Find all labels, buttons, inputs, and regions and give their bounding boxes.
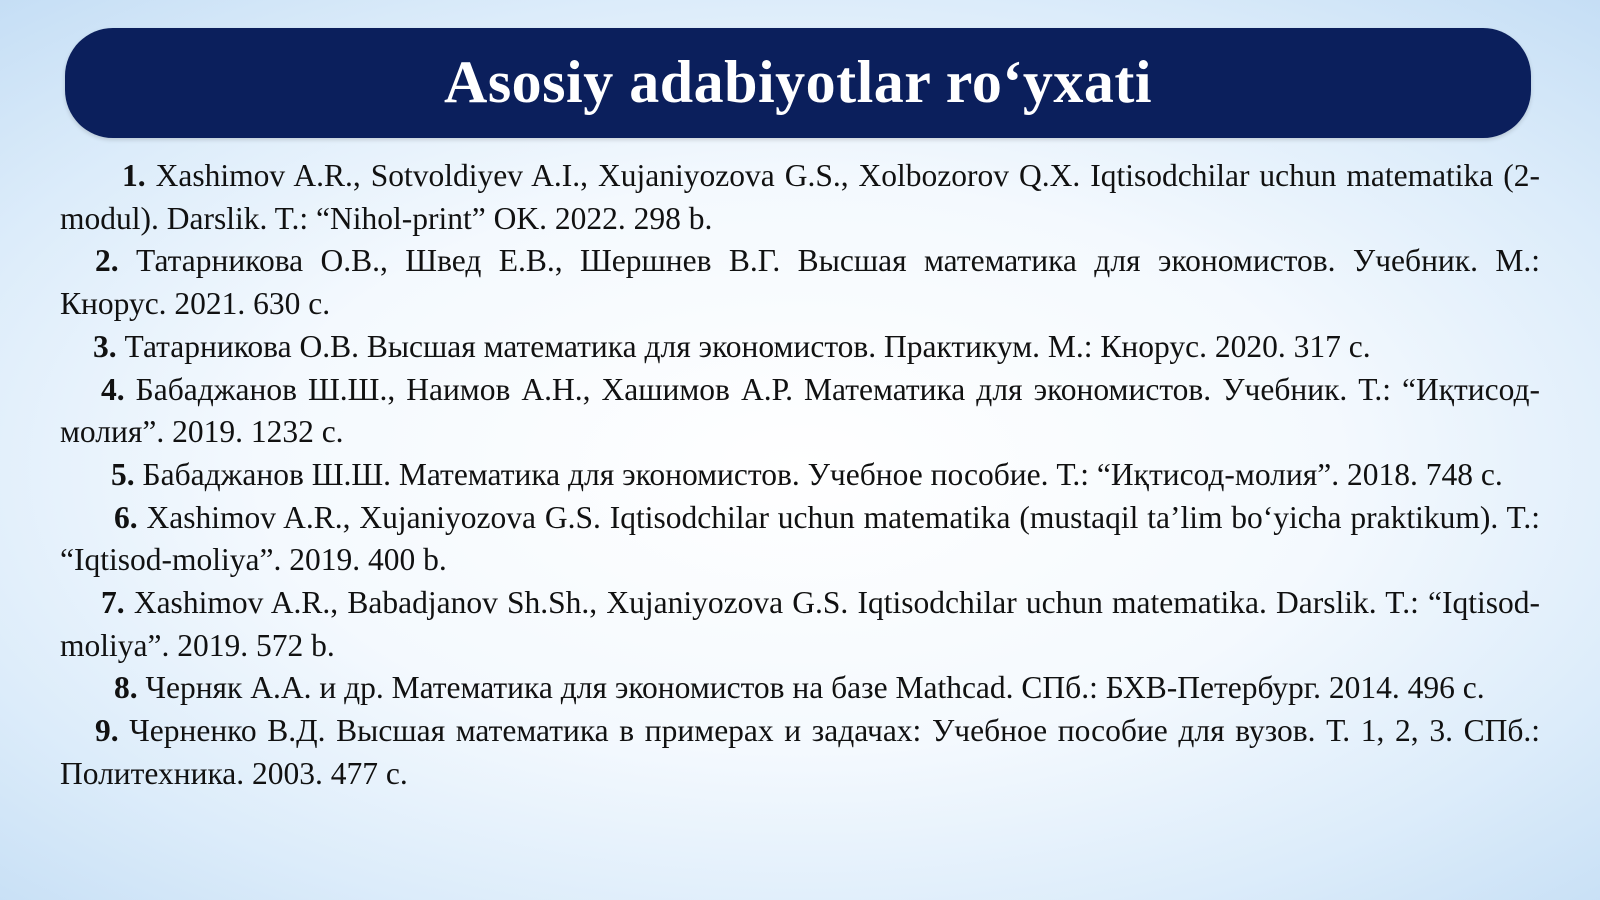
reference-item-2 — [60, 240, 1540, 325]
reference-item-9 — [60, 710, 1540, 795]
title-banner — [65, 28, 1531, 138]
reference-item-7 — [60, 582, 1540, 667]
reference-number: 8. — [114, 670, 138, 706]
reference-item-1 — [60, 155, 1540, 240]
reference-text: Xashimov A.R., Xujaniyozova G.S. Iqtisodchilar uchun matematika (mustaqil ta’lim bo‘yicha praktikum). T.: “Iqtisod-moliya”. 2019. 400 b. — [60, 499, 1540, 578]
reference-text: Xashimov A.R., Sotvoldiyev A.I., Xujaniyozova G.S., Xolbozorov Q.X. Iqtisodchilar uchun matematika (2-modul). Darslik. T.: “Nihol-print” OK. 2022. 298 b. — [60, 158, 1540, 236]
reference-text: Черненко В.Д. Высшая математика в примерах и задачах: Учебное пособие для вузов. Т. 1, 2, 3. СПб.: Политехника. 2003. 477 с. — [60, 713, 1541, 791]
reference-number: 7. — [101, 585, 125, 621]
reference-text: Черняк А.А. и др. Математика для экономистов на базе Mathcad. СПб.: БХВ-Петербург. 2014. 496 с. — [145, 670, 1485, 706]
reference-number: 3. — [93, 328, 117, 364]
reference-item-6 — [60, 497, 1540, 582]
reference-item-5 — [60, 454, 1540, 497]
reference-number: 5. — [111, 456, 135, 492]
reference-number: 4. — [101, 371, 125, 407]
reference-item-4 — [60, 369, 1540, 454]
reference-text: Бабаджанов Ш.Ш. Математика для экономистов. Учебное пособие. Т.: “Иқтисод-молия”. 2018. 748 с. — [142, 456, 1503, 492]
reference-item-3 — [60, 326, 1540, 369]
reference-item-8 — [60, 667, 1540, 710]
reference-number: 1. — [122, 158, 146, 193]
reference-text: Бабаджанов Ш.Ш., Наимов А.Н., Хашимов А.Р. Математика для экономистов. Учебник. Т.: “Иқтисод-молия”. 2019. 1232 с. — [60, 371, 1541, 450]
reference-number: 2. — [95, 243, 119, 279]
reference-list — [60, 155, 1540, 796]
reference-number: 6. — [114, 499, 138, 535]
reference-text: Татарникова О.В. Высшая математика для экономистов. Практикум. М.: Кнорус. 2020. 317 с. — [124, 328, 1371, 364]
reference-number: 9. — [95, 713, 119, 749]
page-title: Asosiy adabiyotlar ro‘yxati — [444, 48, 1152, 115]
reference-text: Xashimov A.R., Babadjanov Sh.Sh., Xujaniyozova G.S. Iqtisodchilar uchun matematika. Darslik. T.: “Iqtisod-moliya”. 2019. 572 b. — [60, 585, 1540, 663]
reference-text: Татарникова О.В., Швед Е.В., Шершнев В.Г. Высшая математика для экономистов. Учебник. М.: Кнорус. 2021. 630 с. — [60, 243, 1540, 322]
